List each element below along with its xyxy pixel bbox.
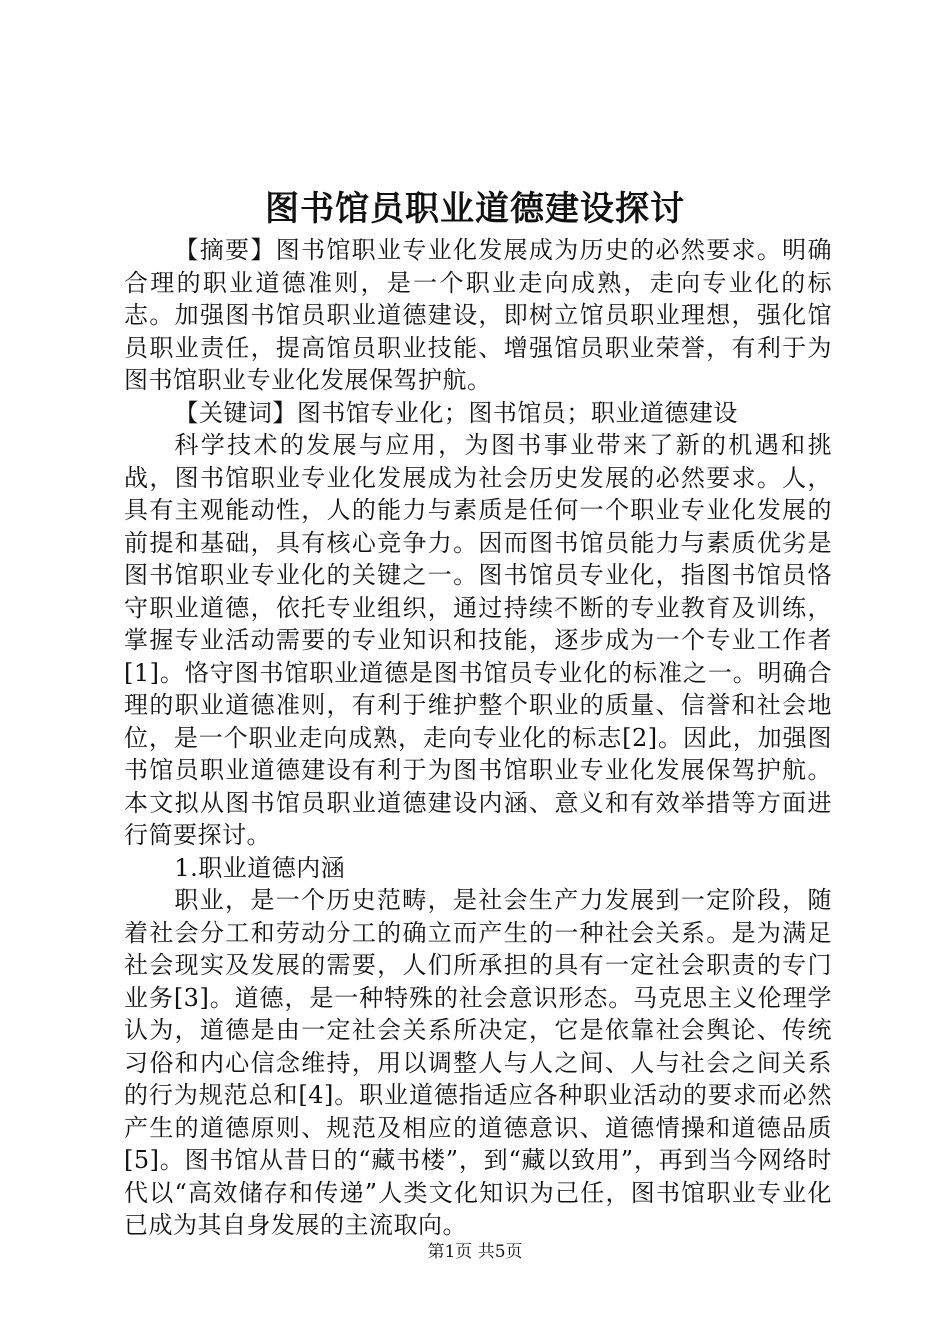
abstract-paragraph: 【摘要】图书馆职业专业化发展成为历史的必然要求。明确合理的职业道德准则，是一个职业走向成熟，走向专业化的标志。加强图书馆员职业道德建设，即树立馆员职业理想，强化馆员职业责任，提高馆员职业技能、增强馆员职业荣誉，有利于为图书馆职业专业化发展保驾护航。 [124,236,832,394]
keywords-paragraph: 【关键词】图书馆专业化；图书馆员；职业道德建设 [174,398,738,427]
document-title: 图书馆员职业道德建设探讨 [265,189,685,229]
section-heading: 1.职业道德内涵 [174,853,346,882]
body-paragraph: 科学技术的发展与应用，为图书事业带来了新的机遇和挑战，图书馆职业专业化发展成为社会历史发展的必然要求。人，具有主观能动性，人的能力与素质是任何一个职业专业化发展的前提和基础，具有核心竞争力。因而图书馆员能力与素质优劣是图书馆职业专业化的关键之一。图书馆员专业化，指图书馆员恪守职业道德，依托专业组织，通过持续不断的专业教育及训练，掌握专业活动需要的专业知识和技能，逐步成为一个专业工作者[1]。恪守图书馆职业道德是图书馆员专业化的标准之一。明确合理的职业道德准则，有利于维护整个职业的质量、信誉和社会地位，是一个职业走向成熟，走向专业化的标志[2]。因此，加强图书馆员职业道德建设有利于为图书馆职业专业化发展保驾护航。本文拟从图书馆员职业道德建设内涵、意义和有效举措等方面进行简要探讨。 [124,431,832,849]
document-body [124,234,832,1242]
body-paragraph: 职业，是一个历史范畴，是社会生产力发展到一定阶段，随着社会分工和劳动分工的确立而产生的一种社会关系。是为满足社会现实及发展的需要，人们所承担的具有一定社会职责的专门业务[3]。道德，是一种特殊的社会意识形态。马克思主义伦理学认为，道德是由一定社会关系所决定，它是依靠社会舆论、传统习俗和内心信念维持，用以调整人与人之间、人与社会之间关系的行为规范总和[4]。职业道德指适应各种职业活动的要求而必然产生的道德原则、规范及相应的道德意识、道德情操和道德品质[5]。图书馆从昔日的“藏书楼”，到“藏以致用”，再到当今网络时代以“高效储存和传递”人类文化知识为己任，图书馆职业专业化已成为其自身发展的主流取向。 [124,886,832,1239]
page-footer: 第1页 共5页 [427,1242,523,1262]
